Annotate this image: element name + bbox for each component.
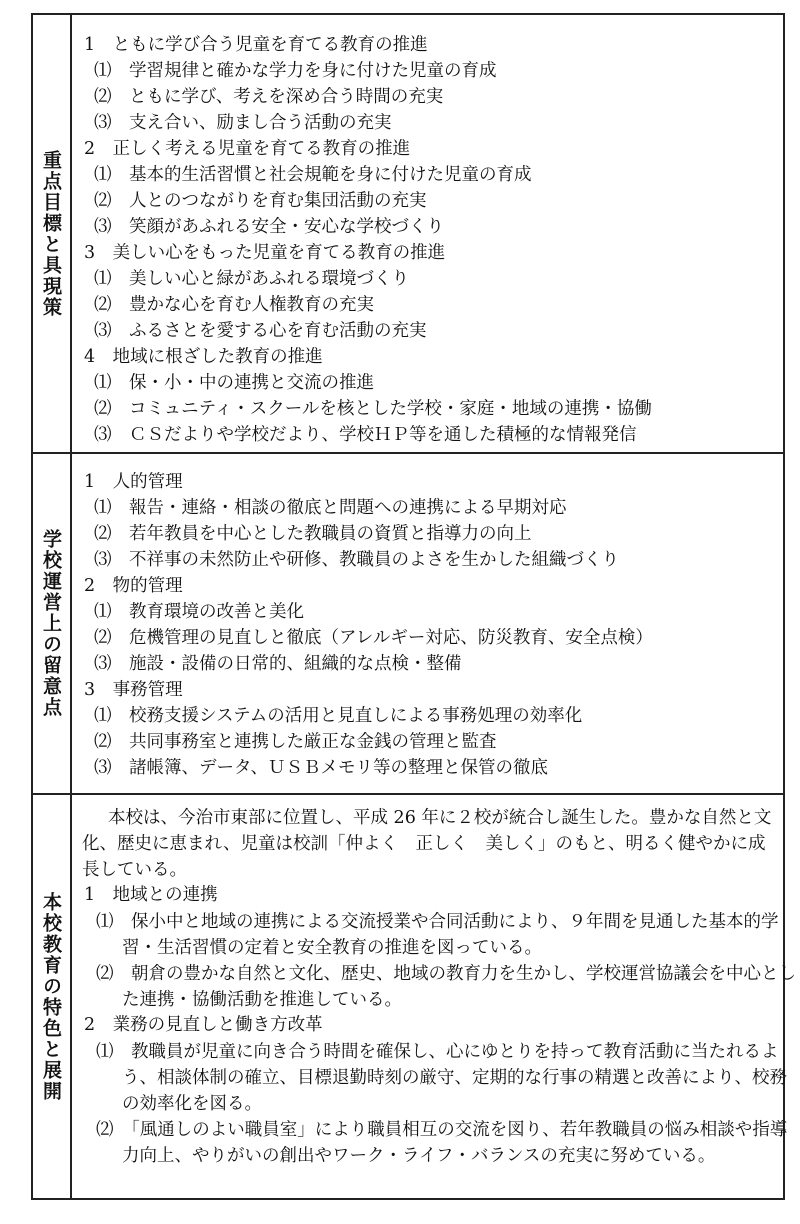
management-item: ⑵ 共同事務室と連携した厳正な金銭の管理と監査 [94, 732, 497, 752]
management-heading-1: 1 人的管理 [84, 472, 183, 492]
features-paragraph: ⑴ 教職員が児童に向き合う時間を確保し、心にゆとりを持って教育活動に当たれるよう、相談体制の確立、目標退勤時刻の厳守、定期的な行事の精選と改善により、校務の効率化を図る。 [96, 1042, 787, 1114]
management-item: ⑶ 施設・設備の日常的、組織的な点検・整備 [94, 654, 462, 674]
management-item: ⑴ 校務支援システムの活用と見直しによる事務処理の効率化 [94, 706, 583, 726]
goal-item: ⑴ 美しい心と緑があふれる環境づくり [94, 269, 409, 289]
goal-item: ⑶ ＣＳだよりや学校だより、学校ＨＰ等を通した積極的な情報発信 [94, 425, 637, 445]
section-management [72, 454, 782, 793]
goal-heading-1: 1 ともに学び合う児童を育てる教育の推進 [84, 35, 428, 55]
features-paragraph: ⑴ 保小中と地域の連携による交流授業や合同活動により、９年間を見通した基本的学習・生活習慣の定着と安全教育の推進を図っている。 [96, 912, 779, 958]
management-item: ⑴ 教育環境の改善と美化 [94, 602, 304, 622]
goal-item: ⑵ ともに学び、考えを深め合う時間の充実 [94, 87, 444, 107]
features-heading-2: 2 業務の見直しと働き方改革 [84, 1015, 323, 1035]
goal-heading-3: 3 美しい心をもった児童を育てる教育の推進 [84, 243, 446, 263]
management-item: ⑶ 不祥事の未然防止や研修、教職員のよさを生かした組織づくり [94, 550, 619, 570]
section-label-goals [33, 15, 70, 452]
section-label-features [33, 795, 70, 1198]
features-paragraph: ⑵ 「風通しのよい職員室」により職員相互の交流を図り、若年教職員の悩み相談や指導力向上、やりがいの創出やワーク・ライフ・バランスの充実に努めている。 [96, 1120, 788, 1166]
management-item: ⑶ 諸帳簿、データ、ＵＳＢメモリ等の整理と保管の徹底 [94, 758, 548, 778]
goal-heading-4: 4 地域に根ざした教育の推進 [84, 347, 323, 367]
section-goals [72, 15, 782, 452]
section-label-goals-text: 重点目標と具現策 [40, 149, 62, 318]
goal-item: ⑶ 支え合い、励まし合う活動の充実 [94, 113, 392, 133]
section-label-management-text: 学校運営上の留意点 [40, 529, 62, 718]
goal-item: ⑵ 人とのつながりを育む集団活動の充実 [94, 191, 427, 211]
goal-heading-2: 2 正しく考える児童を育てる教育の推進 [84, 139, 411, 159]
features-intro: 本校は、今治市東部に位置し、平成 26 年に２校が統合し誕生した。豊かな自然と文化、歴史に恵まれ、児童は校訓「仲よく 正しく 美しく」のもと、明るく健やかに成長している。 [82, 808, 772, 880]
goal-item: ⑵ 豊かな心を育む人権教育の充実 [94, 295, 374, 315]
goal-item: ⑴ 学習規律と確かな学力を身に付けた児童の育成 [94, 61, 497, 81]
management-item: ⑴ 報告・連絡・相談の徹底と問題への連携による早期対応 [94, 498, 567, 518]
goal-item: ⑶ ふるさとを愛する心を育む活動の充実 [94, 321, 427, 341]
management-heading-3: 3 事務管理 [84, 680, 183, 700]
goal-item: ⑶ 笑顔があふれる安全・安心な学校づくり [94, 217, 444, 237]
features-heading-1: 1 地域との連携 [84, 885, 218, 905]
management-item: ⑵ 危機管理の見直しと徹底（アレルギー対応、防災教育、安全点検） [94, 628, 653, 648]
goal-item: ⑴ 保・小・中の連携と交流の推進 [94, 373, 374, 393]
management-item: ⑵ 若年教員を中心とした教職員の資質と指導力の向上 [94, 524, 532, 544]
section-label-management [33, 454, 70, 793]
section-features [72, 795, 796, 1198]
features-paragraph: ⑵ 朝倉の豊かな自然と文化、歴史、地域の教育力を生かし、学校運営協議会を中心とした連携・協働活動を推進している。 [96, 964, 796, 1010]
goal-item: ⑵ コミュニティ・スクールを核とした学校・家庭・地域の連携・協働 [94, 399, 652, 419]
management-heading-2: 2 物的管理 [84, 576, 183, 596]
section-label-features-text: 本校教育の特色と展開 [40, 891, 62, 1102]
goal-item: ⑴ 基本的生活習慣と社会規範を身に付けた児童の育成 [94, 165, 532, 185]
